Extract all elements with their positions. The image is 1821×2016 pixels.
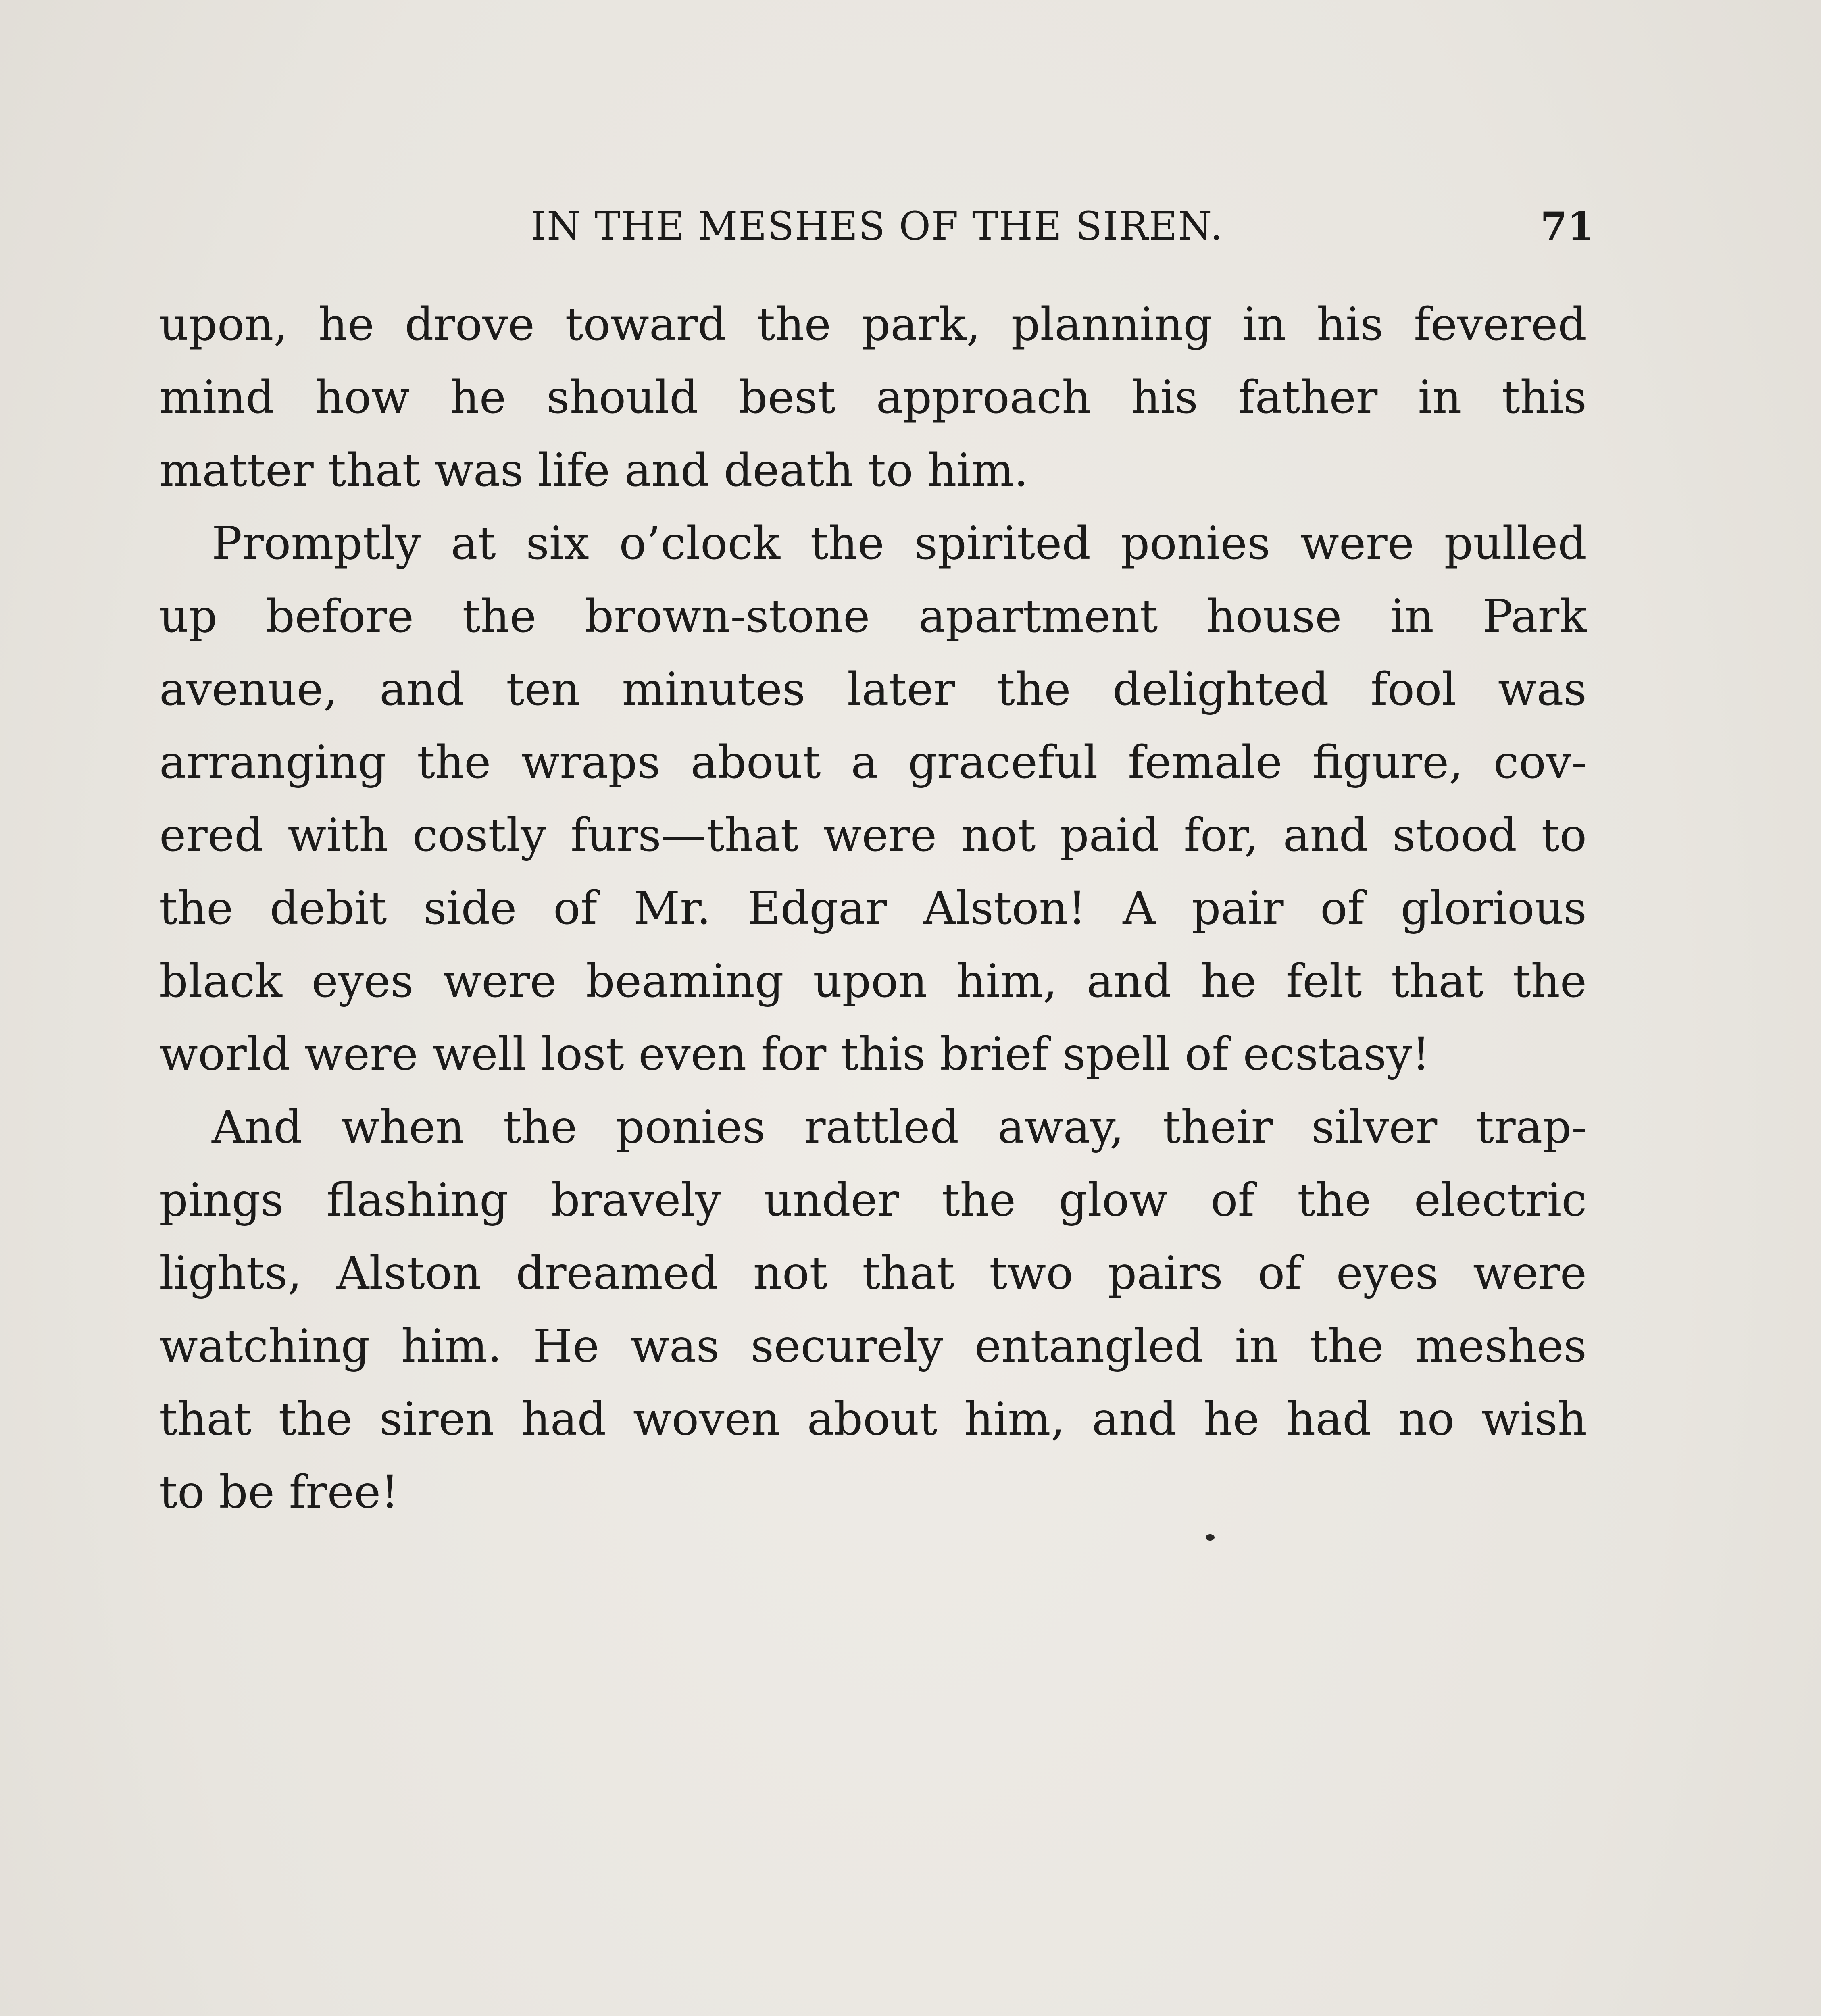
running-head: IN THE MESHES OF THE SIREN. [531,204,1223,249]
text-line: avenue, and ten minutes later the delighted fool was [159,663,1587,716]
text-line: up before the brown-stone apartment house in Park [159,590,1587,643]
text-line: watching him. He was securely entangled in the meshes [159,1320,1587,1372]
paragraph-first-line: Promptly at six o’clock the spirited ponies were pulled [212,517,1587,570]
text-line: black eyes were beaming upon him, and he felt that the [159,955,1587,1008]
text-line: matter that was life and death to him. [159,444,1029,497]
text-line: mind how he should best approach his father in this [159,371,1587,424]
text-line: lights, Alston dreamed not that two pairs of eyes were [159,1247,1587,1300]
text-line: upon, he drove toward the park, planning in his fevered [159,298,1587,351]
text-line: to be free! [159,1466,399,1518]
body-text [159,288,1587,1529]
page-number: 71 [1540,204,1594,249]
text-line: arranging the wraps about a graceful female figure, cov- [159,736,1587,789]
text-line: ered with costly furs—that were not paid for, and stood to [159,809,1587,862]
text-line: the debit side of Mr. Edgar Alston! A pair of glorious [159,882,1587,935]
ink-speck [1206,1534,1215,1541]
text-line: world were well lost even for this brief spell of ecstasy! [159,1028,1430,1081]
text-line: pings flashing bravely under the glow of the electric [159,1174,1587,1227]
paragraph-first-line: And when the ponies rattled away, their silver trap- [212,1101,1587,1154]
text-line: that the siren had woven about him, and he had no wish [159,1393,1587,1445]
